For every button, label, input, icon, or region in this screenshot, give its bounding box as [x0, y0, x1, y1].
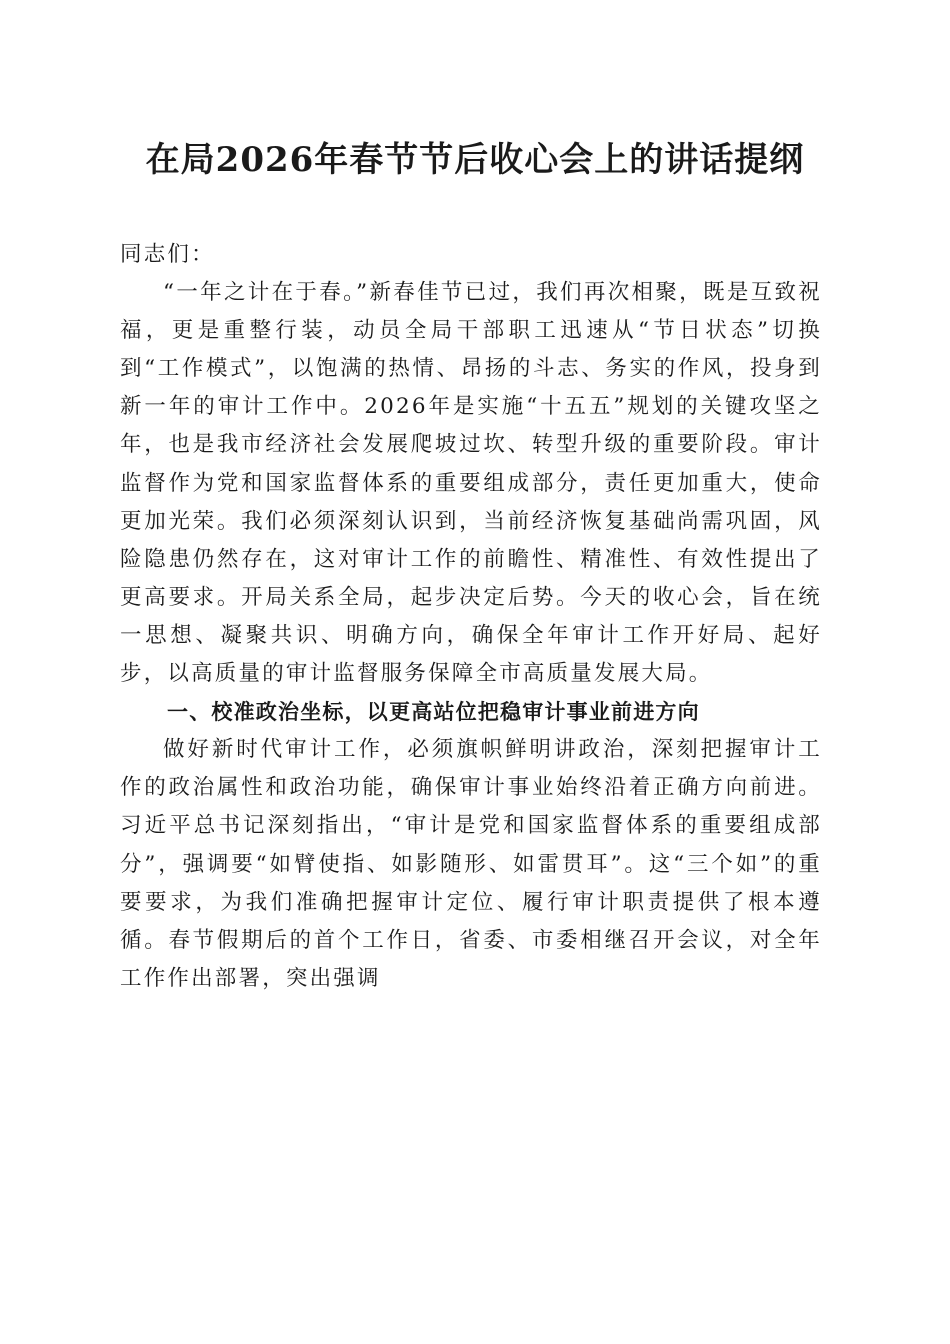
- document-title: 在局2026年春节节后收心会上的讲话提纲: [145, 140, 805, 180]
- salutation: 同志们：: [120, 242, 215, 267]
- section-paragraph: 做好新时代审计工作，必须旗帜鲜明讲政治，深刻把握审计工作的政治属性和政治功能，确保审计事业始终沿着正确方向前进。习近平总书记深刻指出，“审计是党和国家监督体系的重要组成部分”，强调要“如臂使指、如影随形、如雷贯耳”。这“三个如”的重要要求，为我们准确把握审计定位、履行审计职责提供了根本遵循。春节假期后的首个工作日，省委、市委相继召开会议，对全年工作作出部署，突出强调: [120, 737, 822, 991]
- section-heading: 一、校准政治坐标，以更高站位把稳审计事业前进方向: [167, 700, 700, 725]
- intro-paragraph: “一年之计在于春。”新春佳节已过，我们再次相聚，既是互致祝福，更是重整行装，动员全局干部职工迅速从“节日状态”切换到“工作模式”，以饱满的热情、昂扬的斗志、务实的作风，投身到新一年的审计工作中。2026年是实施“十五五”规划的关键攻坚之年，也是我市经济社会发展爬坡过坎、转型升级的重要阶段。审计监督作为党和国家监督体系的重要组成部分，责任更加重大，使命更加光荣。我们必须深刻认识到，当前经济恢复基础尚需巩固，风险隐患仍然存在，这对审计工作的前瞻性、精准性、有效性提出了更高要求。开局关系全局，起步决定后势。今天的收心会，旨在统一思想、凝聚共识、明确方向，确保全年审计工作开好局、起好步，以高质量的审计监督服务保障全市高质量发展大局。: [120, 280, 822, 687]
- document-body: [120, 236, 822, 998]
